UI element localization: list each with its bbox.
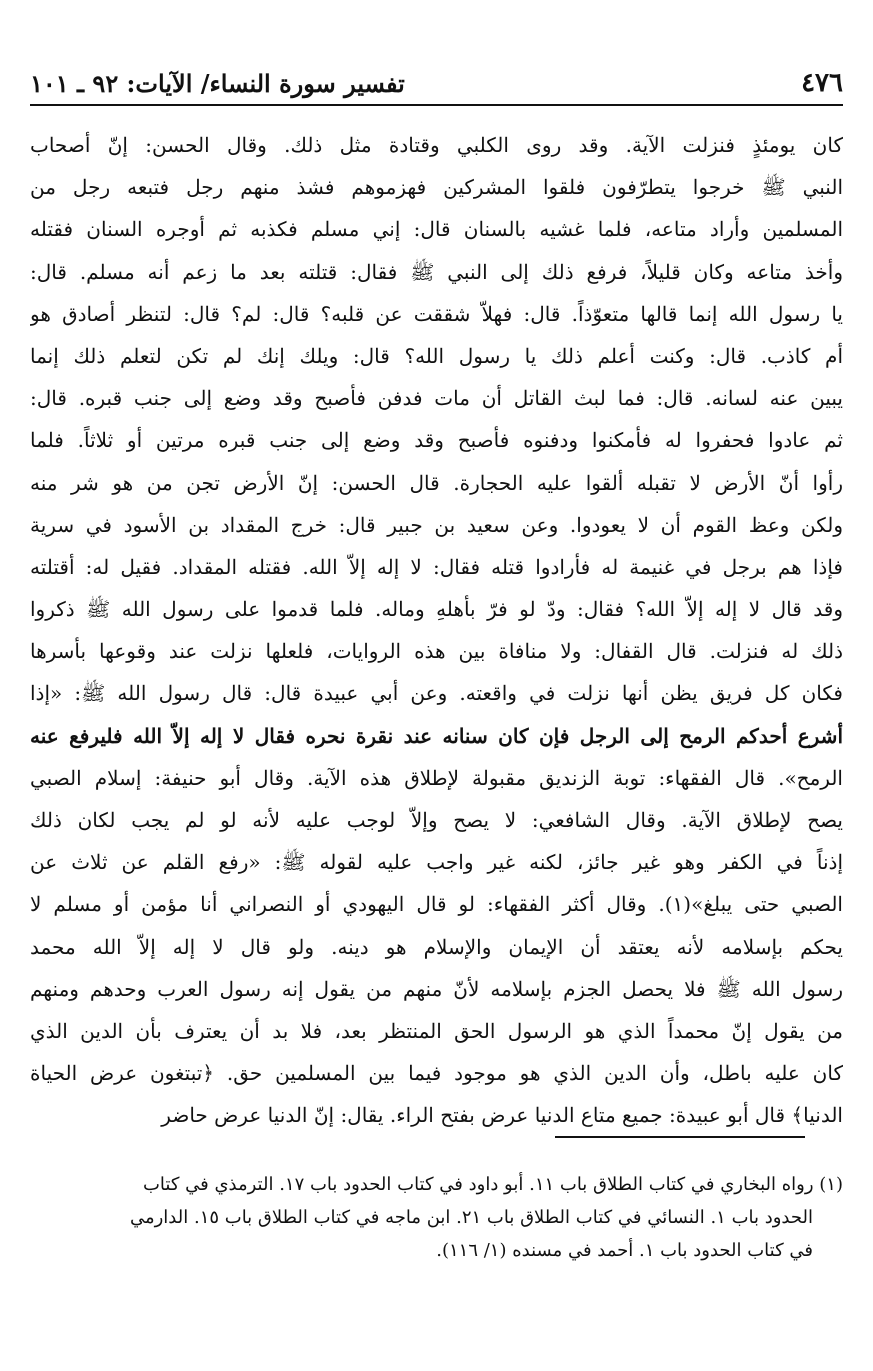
text-line: ولكن وعظ القوم أن لا يعودوا. وعن سعيد بن جبير قال: خرج المقداد بن الأسود في سرية [30, 512, 843, 537]
footnotes [40, 1168, 843, 1267]
text-line: فكان كل فريق يظن أنها نزلت في واقعته. وعن أبي عبيدة قال: قال رسول الله ﷺ: «إذا [30, 681, 843, 706]
text-line: ذلك له فنزلت. قال القفال: ولا منافاة بين هذه الروايات، فلعلها نزلت عند وقوعها بأسرها [30, 639, 843, 664]
text-line: الرمح». قال الفقهاء: توبة الزنديق مقبولة لإطلاق هذه الآية. وقال أبو حنيفة: إسلام الصبي [30, 765, 843, 790]
text-line: رسول الله ﷺ فلا يحصل الجزم بإسلامه لأنّ منهم من يقول إنه رسول العرب وحدهم ومنهم [30, 976, 843, 1001]
text-line: وقد قال لا إله إلاّ الله؟ فقال: ودّ لو فرّ بأهلهِ وماله. فلما قدموا على رسول الله ﷺ ذكروا [30, 597, 843, 622]
text-line: وأخذ متاعه وكان قليلاً، فرفع ذلك إلى النبي ﷺ فقال: قتلته بعد ما زعم أنه مسلم. قال: [30, 259, 843, 284]
text-line: فإذا هم برجل في غنيمة له فأرادوا قتله فقال: لا إله إلاّ الله. فقتله المقداد. فقيل له: أقتلته [30, 554, 843, 579]
text-line: النبي ﷺ خرجوا يتطرّفون فلقوا المشركين فهزموهم فشذ منهم رجل فتبعه رجل من [30, 175, 843, 200]
footnote-line: الحدود باب ١. النسائي في كتاب الطلاق باب ٢١. ابن ماجه في كتاب الطلاق باب ١٥. الدارمي [129, 1207, 813, 1228]
text-line: ثم عادوا فحفروا له فأمكنوا ودفنوه فأصبح وقد وضع إلى جنب قبره مرتين أو ثلاثاً. فلما [30, 428, 843, 453]
footnote-line: في كتاب الحدود باب ١. أحمد في مسنده (١/ ١١٦). [436, 1240, 813, 1261]
text-line: كان عليه باطل، وأن الدين الذي هو موجود فيما بين المسلمين حق. ﴿تبتغون عرض الحياة [30, 1061, 843, 1086]
text-line: إذناً في الكفر وهو غير جائز، لكنه غير واجب عليه لقوله ﷺ: «رفع القلم عن ثلاث عن [30, 850, 843, 875]
text-line: المسلمين وأراد متاعه، فلما غشيه بالسنان قال: إني مسلم فكذبه ثم أوجره السنان فقتله [30, 217, 843, 242]
text-line: يصح لإطلاق الآية. وقال الشافعي: لا يصح وإلاّ لوجب عليه لأنه لو لم يجب لكان ذلك [30, 808, 843, 832]
text-line: من يقول إنّ محمداً الذي هو الرسول الحق المنتظر بعد، فلا بد أن يعترف بأن الدين الذي [30, 1018, 843, 1043]
page-number: ٤٧٦ [801, 68, 843, 98]
hadith-line: أشرع أحدكم الرمح إلى الرجل فإن كان سنانه عند نقرة نحره فقال لا إله إلاّ الله فليرفع عنه [30, 723, 843, 748]
text-line: يحكم بإسلامه لأنه يعتقد أن الإيمان والإسلام هو دينه. ولو قال لا إله إلاّ الله محمد [30, 934, 843, 959]
text-line: رأوا أنّ الأرض لا تقبله ألقوا عليه الحجارة. قال الحسن: إنّ الأرض تجن من هو شر منه [30, 470, 843, 495]
text-line: الدنيا﴾ قال أبو عبيدة: جميع متاع الدنيا عرض بفتح الراء. يقال: إنّ الدنيا عرض حاضر [161, 1103, 843, 1128]
text-line: يبين عنه لسانه. قال: فما لبث القاتل أن مات فدفن فأصبح وقد وضع إلى جنب قبره. قال: [30, 386, 843, 411]
footnote-separator [555, 1136, 805, 1138]
text-line: كان يومئذٍ فنزلت الآية. وقد روى الكلبي وقتادة مثل ذلك. وقال الحسن: إنّ أصحاب [30, 133, 843, 157]
main-text [30, 124, 843, 1137]
text-line: يا رسول الله إنما قالها متعوّذاً. قال: فهلاّ شققت عن قلبه؟ قال: لم؟ قال: لتنظر أصادق هو [30, 301, 843, 326]
text-line: أم كاذب. قال: وكنت أعلم ذلك يا رسول الله؟ قال: ويلك إنك لم تكن لتعلم ذلك إنما [30, 343, 843, 368]
running-title: تفسير سورة النساء/ الآيات: ٩٢ ـ ١٠١ [30, 69, 405, 98]
page-header [30, 58, 843, 106]
text-line: الصبي حتى يبلغ»(١). وقال أكثر الفقهاء: لو قال اليهودي أو النصراني أنا مؤمن أو مسلم لا [30, 892, 843, 917]
footnote-line: (١) رواه البخاري في كتاب الطلاق باب ١١. أبو داود في كتاب الحدود باب ١٧. الترمذي في كتاب [142, 1174, 843, 1195]
